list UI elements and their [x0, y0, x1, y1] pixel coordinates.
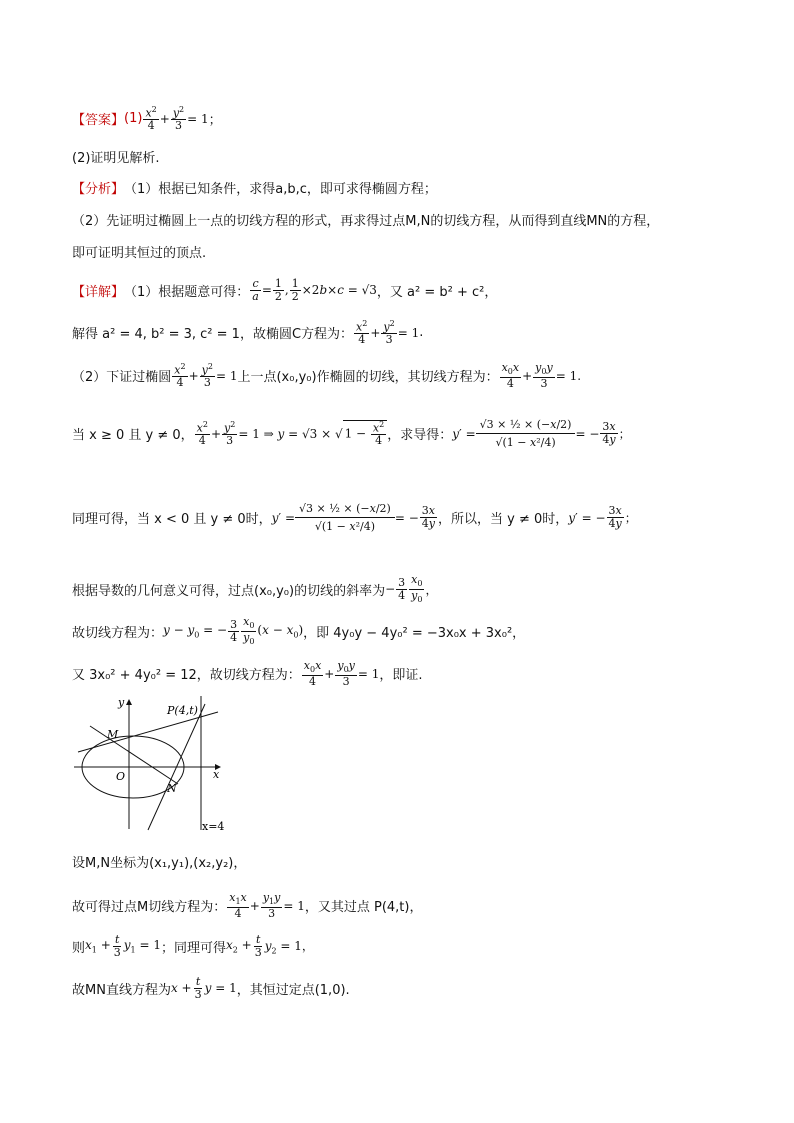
analysis-text1: （1）根据已知条件，求得a,b,c，即可求得椭圆方程；: [124, 182, 437, 197]
detail-line4: 当 x ≥ 0 且 y ≠ 0， $\frac{x^2}{4}$ + $\frac{y^2}{3}$ = 1 ⇒ y = √3 × √ 1 − $\frac{x^2}{4}$ ，求导得： y′ = $\frac{\text{√3 × ½ × (−x/2)}}{\text{√(1 − x²/4)}}$ = − $\frac{3x}{4y}$ ；: [72, 418, 631, 449]
analysis-label: 【分析】: [72, 182, 125, 197]
detail-p2-tail: .: [419, 325, 424, 341]
analysis-line3: 即可证明其恒过的顶点.: [72, 246, 207, 261]
answer-part2: (2)证明见解析.: [72, 151, 160, 166]
detail-p7-mid: ，即 4y₀y − 4y₀² = −3x₀x + 3x₀²，: [303, 625, 526, 641]
detail-p8-tail: ，即证.: [379, 668, 423, 684]
detail-p11-mid: ；同理可得: [160, 940, 226, 956]
detail-line8: 又 3x₀² + 4y₀² = 12，故切线方程为： $\frac{x_0x}{4}$ + $\frac{y_0y}{3}$ = 1 ，即证.: [72, 659, 423, 688]
label-x: x: [213, 768, 220, 781]
detail-p5: 同理可得，当 x < 0 且 y ≠ 0时，: [72, 512, 272, 527]
label-n: N: [167, 782, 177, 795]
answer-part1-prefix: (1): [124, 111, 143, 127]
detail-p1-tail: ，又 a² = b² + c²，: [376, 284, 498, 300]
detail-line11: 则 $x_1$ + $\frac{t}{3}$ $y_1 = 1$ ；同理可得 $x_2$ + $\frac{t}{3}$ $y_2 = 1$，: [72, 933, 314, 959]
detail-line7: 故切线方程为： $y - y_0$ = − $\frac{3}{4}$ $\frac{x_0}{y_0}$ $(x - x_0)$ ，即 4y₀y − 4y₀² = −3x₀x + 3x₀²，: [72, 615, 526, 646]
label-p: P(4,t): [167, 704, 198, 717]
label-y: y: [118, 696, 125, 709]
detail-p10-tail: ，又其过点 P(4,t)，: [304, 900, 423, 916]
analysis-line1: [72, 178, 437, 197]
detail-line3: （2）下证过椭圆 $\frac{x^2}{4}$ + $\frac{y^2}{3}$ = 1 上一点(x₀,y₀)作椭圆的切线，其切线方程为： $\frac{x_0x}{4}$ + $\frac{y_0y}{3}$ = 1.: [72, 361, 582, 390]
detail-p3: （2）下证过椭圆: [72, 370, 172, 386]
answer-frac-x: $\frac{x^2}{4}$: [145, 105, 157, 133]
detail-p3-mid: 上一点(x₀,y₀)作椭圆的切线，其切线方程为：: [237, 370, 499, 386]
detail-p12-tail: ，其恒过定点(1,0).: [236, 982, 350, 998]
detail-line6: 根据导数的几何意义可得，过点(x₀,y₀)的切线的斜率为 − $\frac{3}{4}$ $\frac{x_0}{y_0}$ ，: [72, 573, 438, 604]
detail-line12: 故MN直线方程为 x + $\frac{t}{3}$ y = 1 ，其恒过定点(1,0).: [72, 975, 350, 1001]
detail-line1: 【详解】 （1）根据题意可得： $\frac{c}{a}$ = $\frac{1}{2}$ , $\frac{1}{2}$ ×2b×c = √3 ，又 a² = b² + c²，: [72, 277, 498, 303]
detail-p5-mid: ，所以，当 y ≠ 0时，: [438, 512, 569, 527]
detail-line10: 故可得过点M切线方程为： $\frac{x_1x}{4}$ + $\frac{y_1y}{3}$ = 1 ，又其过点 P(4,t)，: [72, 891, 423, 920]
label-m: M: [107, 728, 119, 741]
detail-p11: 则: [72, 940, 86, 956]
answer-part1-tail: ；: [208, 113, 222, 129]
detail-line2: 解得 a² = 4, b² = 3, c² = 1，故椭圆C方程为： $\frac{x^2}{4}$ + $\frac{y^2}{3}$ = 1 .: [72, 319, 424, 347]
label-x4: x=4: [202, 820, 225, 833]
detail-p8: 又 3x₀² + 4y₀² = 12，故切线方程为：: [72, 668, 301, 684]
answer-label: 【答案】: [72, 113, 125, 129]
ellipse-figure: [72, 694, 242, 834]
detail-p10: 故可得过点M切线方程为：: [72, 900, 227, 916]
analysis-line2: （2）先证明过椭圆上一点的切线方程的形式，再求得过点M,N的切线方程，从而得到直线MN的方程，: [72, 214, 660, 229]
answer-frac-y: $\frac{y^2}{3}$: [172, 105, 185, 133]
detail-label: 【详解】: [72, 284, 125, 300]
detail-p4-mid: ，求导得：: [387, 428, 453, 443]
answer-line: 【答案】 (1) $\frac{x^2}{4}$ + $\frac{y^2}{3}$ = 1 ；: [72, 105, 222, 133]
chord-mn: [90, 726, 178, 784]
detail-p4: 当 x ≥ 0 且 y ≠ 0，: [72, 428, 194, 443]
detail-line9: 设M,N坐标为(x₁,y₁),(x₂,y₂)，: [72, 856, 247, 871]
detail-p1: （1）根据题意可得：: [124, 284, 250, 300]
detail-p7: 故切线方程为：: [72, 625, 164, 641]
detail-p6: 根据导数的几何意义可得，过点(x₀,y₀)的切线的斜率为: [72, 583, 386, 599]
detail-p2: 解得 a² = 4, b² = 3, c² = 1，故椭圆C方程为：: [72, 327, 354, 343]
label-o: O: [116, 770, 126, 783]
detail-line5: 同理可得，当 x < 0 且 y ≠ 0时， y′ = $\frac{\text{√3 × ½ × (−x/2)}}{\text{√(1 − x²/4)}}$ = − $\frac{3x}{4y}$ ，所以，当 y ≠ 0时， y′ = − $\frac{3x}{4y}$ ；: [72, 502, 637, 533]
detail-p12: 故MN直线方程为: [72, 982, 171, 998]
